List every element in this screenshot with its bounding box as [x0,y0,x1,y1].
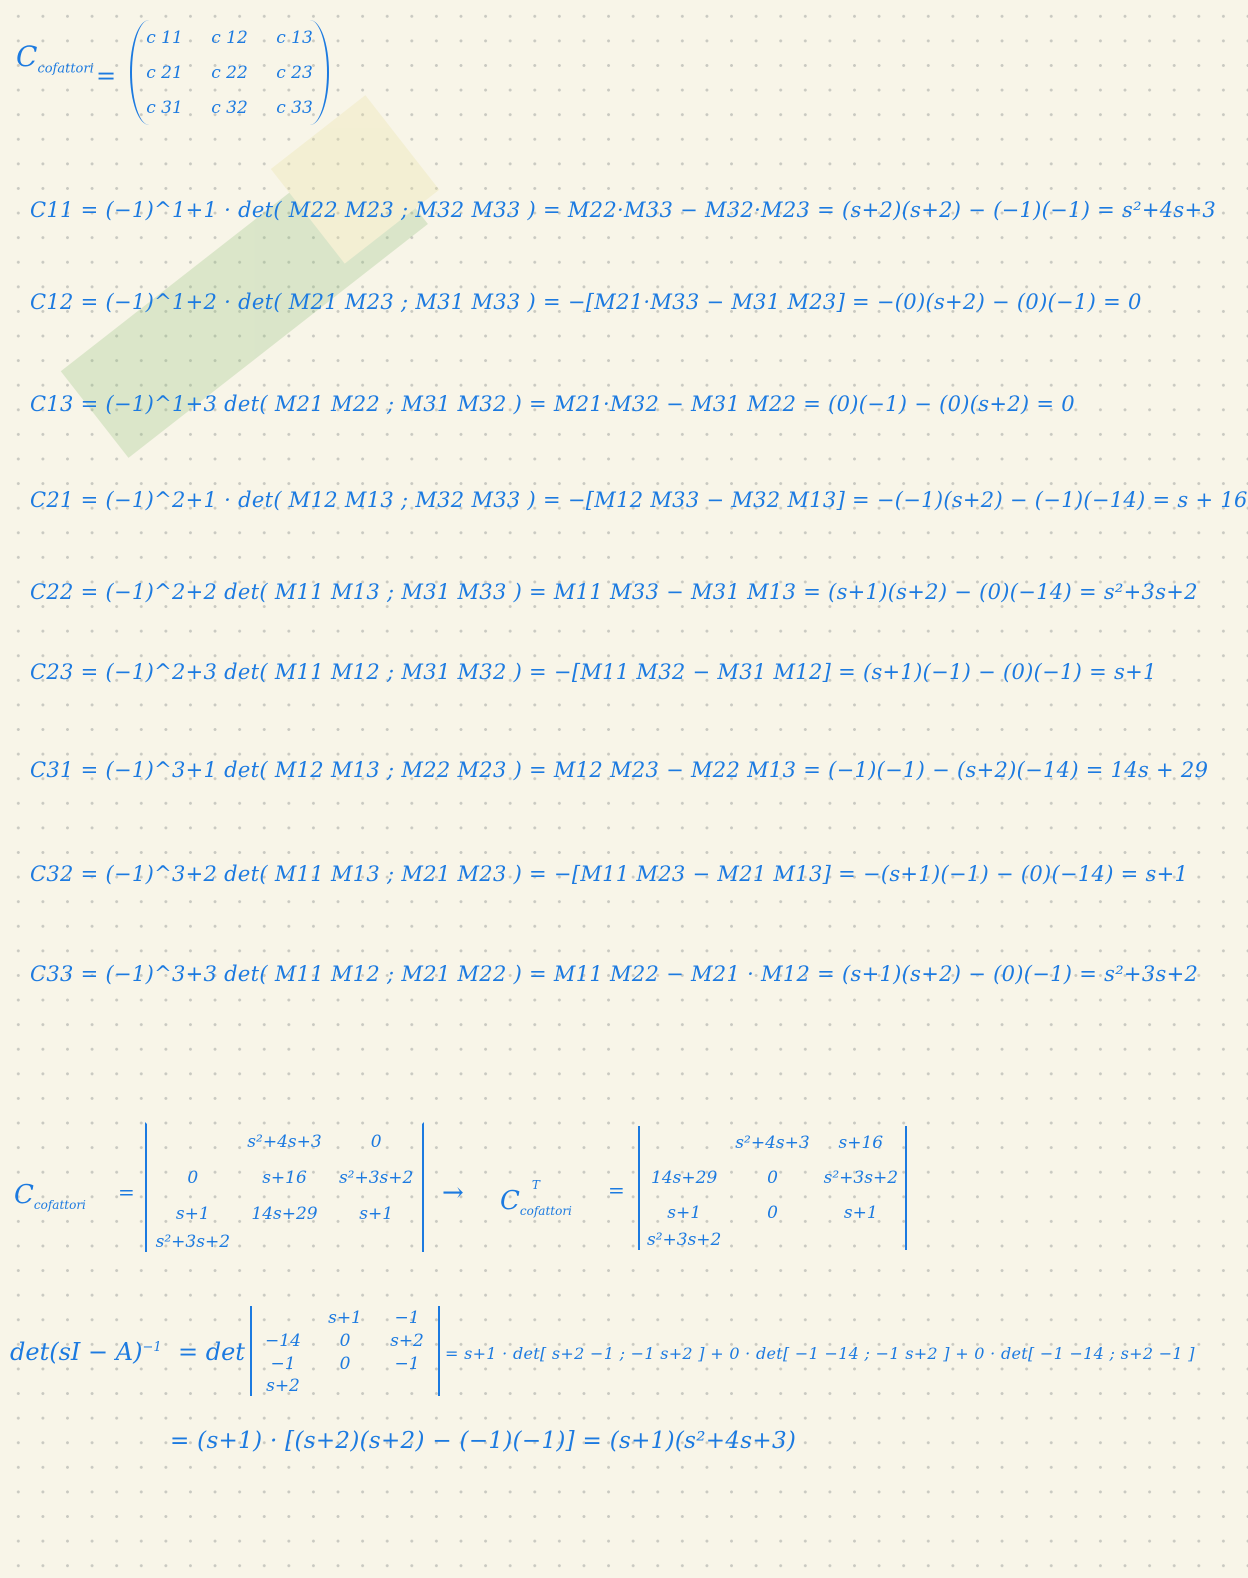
det-matrix-cell: s+2 [266,1376,300,1396]
det-matrix-cell: s+2 [390,1330,424,1351]
cofactor-line-c13: C13 = (−1)^1+3 det( M21 M22 ; M31 M32 ) = M21·M32 − M31 M22 = (0)(−1) − (0)(s+2) = 0 [30,392,1075,416]
cofactor-symbol-cell: c 12 [211,27,248,48]
det-matrix-cell: s+1 [328,1307,362,1328]
transpose-matrix-cell: s+1 [667,1202,702,1223]
cofactor-matrix-cell: s+16 [262,1168,307,1188]
cofactor-symbol-cell: c 32 [211,97,248,118]
cofactor-line-c33: C33 = (−1)^3+3 det( M11 M12 ; M21 M22 ) = M11 M22 − M21 · M12 = (s+1)(s+2) − (0)(−1) = s²+3s+2 [30,962,1199,986]
det-matrix [250,1306,440,1396]
cofactor-matrix-cell: s+1 [175,1204,210,1224]
cofactor-line-c12: C12 = (−1)^1+2 · det( M21 M23 ; M31 M33 ) = −[M21·M33 − M31 M23] = −(0)(s+2) − (0)(−1) = 0 [30,290,1142,314]
det-eq: = det [178,1338,245,1366]
cofactor-symbol-cell: c 22 [211,62,248,83]
cofactor-line-c22: C22 = (−1)^2+2 det( M11 M13 ; M31 M33 ) = M11 M33 − M31 M13 = (s+1)(s+2) − (0)(−14) = s²+3s+2 [30,580,1198,604]
cofactor-matrix-cell: s+1 [359,1204,394,1224]
det-matrix-cell: −1 [394,1354,420,1375]
cofactor-line-c11: C11 = (−1)^1+1 · det( M22 M23 ; M32 M33 ) = M22·M33 − M32·M23 = (s+2)(s+2) − (−1)(−1) = s²+4s+3 [30,198,1217,222]
cofactor-title [16,40,94,77]
cofactor-symbol-cell: c 13 [276,27,313,48]
final-line: = (s+1) · [(s+2)(s+2) − (−1)(−1)] = (s+1)(s²+4s+3) [170,1428,797,1454]
cofactor-matrix-cell: s²+3s+2 [338,1168,414,1188]
cofactor-matrix [145,1122,424,1252]
watermark-logo [40,70,510,490]
transpose-matrix-cell: s²+3s+2 [646,1230,722,1250]
cofactor-symbol-cell: c 21 [146,62,183,83]
transpose-matrix-cell: s²+4s+3 [735,1133,810,1154]
cofactor-matrix-cell: s²+3s+2 [155,1232,231,1252]
det-matrix-cell: 0 [339,1354,351,1375]
cofactor-line-c21: C21 = (−1)^2+1 · det( M12 M13 ; M32 M33 ) = −[M12 M33 − M32 M13] = −(−1)(s+2) − (−1)(−14) = s + 16 [30,488,1248,512]
cofactor-symbol-cell: c 23 [276,62,313,83]
transpose-label: $C_{cofattori}^T$ [500,1178,572,1219]
det-matrix-cell: −14 [265,1330,301,1351]
det-lhs: det(sI − A)$^{-1}$ [10,1338,162,1366]
cofactor-line-c31: C31 = (−1)^3+1 det( M12 M13 ; M22 M23 ) = M12 M23 − M22 M13 = (−1)(−1) − (s+2)(−14) = 14s + 29 [30,758,1209,782]
det-matrix-cell: 0 [339,1330,351,1351]
det-matrix-cell: −1 [394,1307,420,1328]
transpose-matrix [638,1126,907,1250]
cofactor-label: C [16,40,38,73]
cofactor-line-c32: C32 = (−1)^3+2 det( M11 M13 ; M21 M23 ) = −[M11 M23 − M21 M13] = −(s+1)(−1) − (0)(−14) = s+1 [30,862,1189,886]
transpose-matrix-cell: 0 [767,1202,778,1223]
cofactor-symbol-cell: c 33 [276,97,313,118]
cofactor-matrix-equals: = [118,1180,135,1204]
det-expansion: = s+1 · det[ s+2 −1 ; −1 s+2 ] + 0 · det[ −1 −14 ; −1 s+2 ] + 0 · det[ −1 −14 ; s+2 −1 ] [445,1344,1195,1363]
cofactor-matrix-label: $C_{cofattori}$ [14,1180,86,1213]
det-matrix-cell: −1 [270,1354,296,1375]
cofactor-symbol-cell: c 31 [146,97,183,118]
transpose-matrix-cell: 0 [767,1167,778,1188]
transpose-matrix-cell: s+1 [843,1202,878,1223]
cofactor-matrix-cell: 0 [370,1132,382,1152]
transpose-matrix-cell: s²+3s+2 [823,1167,899,1188]
transpose-matrix-cell: s+16 [838,1133,884,1154]
cofactor-subscript: cofattori [37,61,94,77]
cofactor-line-c23: C23 = (−1)^2+3 det( M11 M12 ; M31 M32 ) = −[M11 M32 − M31 M12] = (s+1)(−1) − (0)(−1) = s+1 [30,660,1157,684]
title-equals: = [96,62,117,90]
arrow-icon: → [442,1178,464,1208]
cofactor-matrix-cell: 0 [187,1168,199,1188]
cofactor-matrix-cell: 14s+29 [251,1204,318,1224]
transpose-equals: = [608,1178,625,1202]
cofactor-symbol-matrix [130,20,329,125]
cofactor-symbol-cell: c 11 [146,27,183,48]
transpose-matrix-cell: 14s+29 [651,1167,718,1188]
cofactor-matrix-cell: s²+4s+3 [247,1132,322,1152]
